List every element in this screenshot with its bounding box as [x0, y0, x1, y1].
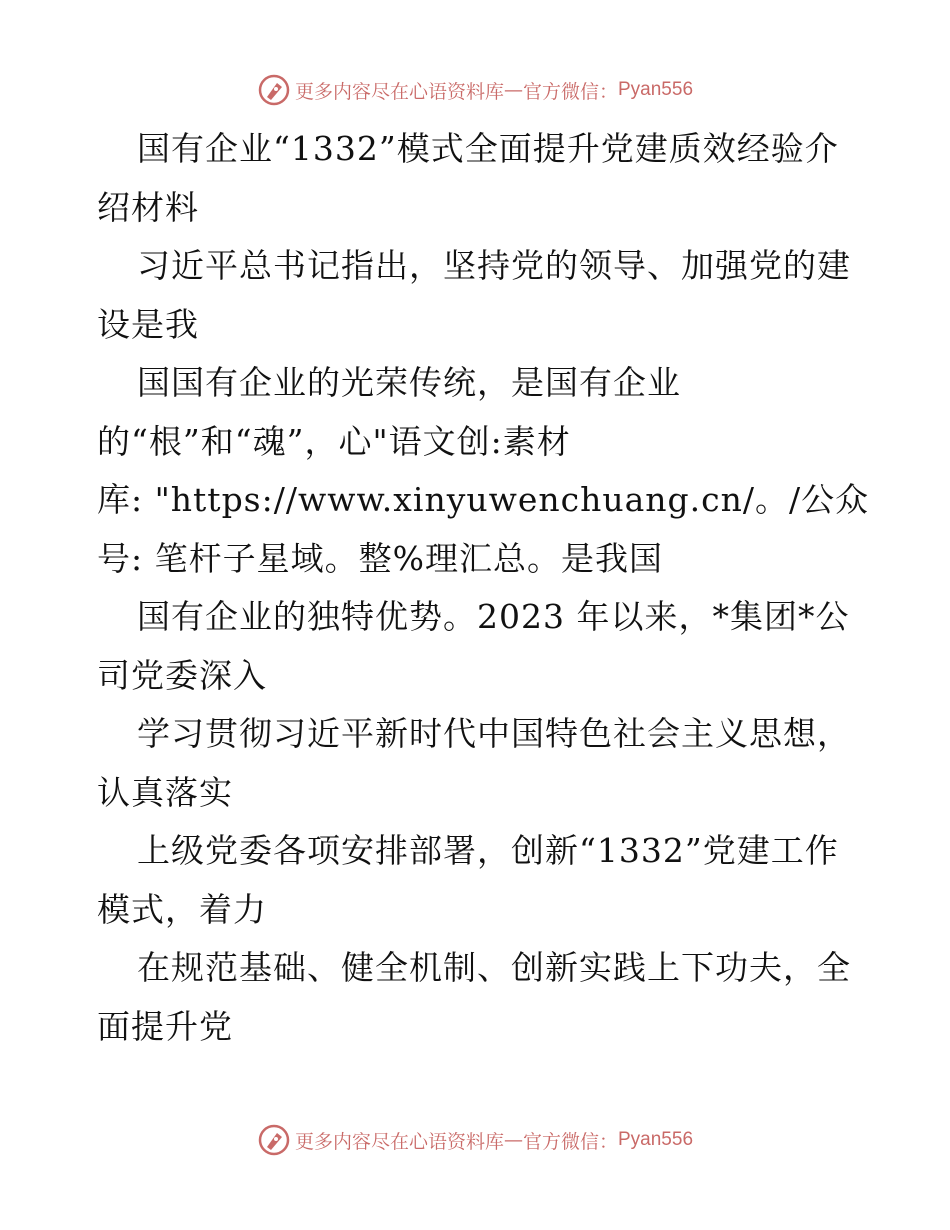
paragraph-line: 国国有企业的光荣传统，是国有企业	[137, 363, 681, 402]
banner-separator: —	[503, 79, 523, 101]
pen-nib-circle-icon	[257, 1123, 291, 1157]
paragraph-line: 面提升党	[97, 1006, 233, 1046]
paragraph-line: 上级党委各项安排部署，创新“1332”党建工作	[137, 831, 839, 870]
paragraph-line: 国有企业的独特优势。2023 年以来，*集团*公	[137, 597, 850, 636]
header-banner	[0, 70, 950, 110]
paragraph-line: 司党委深入	[97, 655, 267, 695]
document-title-line-1: 国有企业“1332”模式全面提升党建质效经验介	[137, 129, 839, 168]
banner-label: 官方微信：	[522, 80, 618, 103]
paragraph-line: 习近平总书记指出，坚持党的领导、加强党的建	[137, 246, 851, 285]
footer-banner	[0, 1120, 950, 1160]
paragraph-line: 认真落实	[97, 772, 233, 812]
paragraph-line: 号: 笔杆子星域。整%理汇总。是我国	[97, 538, 663, 578]
paragraph-line: 在规范基础、健全机制、创新实践上下功夫，全	[137, 948, 851, 987]
banner-separator: —	[503, 1129, 523, 1151]
footer-banner-content	[257, 1123, 693, 1157]
paragraph-line: 模式，着力	[97, 889, 267, 929]
paragraph-line: 的“根”和“魂”，心"语文创:素材	[97, 421, 571, 461]
document-body	[97, 120, 870, 1056]
banner-slogan: 更多内容尽在心语资料库	[294, 80, 504, 103]
header-banner-content	[257, 73, 693, 107]
banner-label: 官方微信：	[522, 1130, 618, 1153]
document-title-line-2: 绍材料	[97, 187, 199, 227]
pen-nib-circle-icon	[257, 73, 291, 107]
banner-wechat-id: Pyan556	[618, 79, 694, 100]
paragraph-line: 库: "https://www.xinyuwenchuang.cn/。/公众	[97, 480, 870, 519]
banner-wechat-id: Pyan556	[618, 1129, 694, 1150]
banner-slogan: 更多内容尽在心语资料库	[294, 1130, 504, 1153]
paragraph-line: 学习贯彻习近平新时代中国特色社会主义思想，	[137, 714, 851, 753]
paragraph-line: 设是我	[97, 304, 199, 344]
